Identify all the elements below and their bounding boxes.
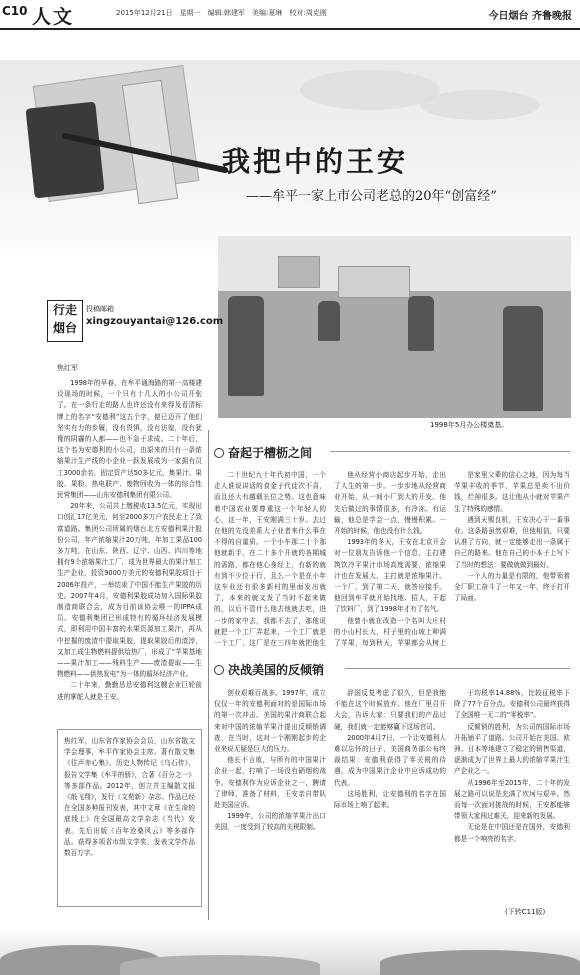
submission-email[interactable]: xingzouyantai@126.com — [86, 316, 224, 327]
paragraph: 一个人的力量是有限的，他带领着全厂职工奋斗了一年又一年，终于打开了局面。 — [454, 571, 570, 603]
continued-note: (下转C11版) — [505, 908, 546, 916]
paragraph: 反倾销的胜利，为公司的国际市场开拓铺平了道路。公司开始在美国、欧洲、日本等地建立了稳定的销售渠道，逐渐成为了世界上最大的浓缩苹果汁生产企业之一。 — [454, 722, 570, 776]
photo-person — [228, 296, 264, 396]
photo-person — [318, 301, 340, 341]
paragraph: 于均税率14.88%，比较征税率下降了77个百分点。安德利公司最终获得了全国唯一无二的“零税率”。 — [454, 689, 570, 720]
article-photo — [218, 236, 571, 418]
left-column-text — [57, 378, 202, 723]
paragraph: 创业艰难百战多。1997年，成立仅仅一年的安德利面对的是国际市场的第一次冲击。美国的果汁商联合起来对中国的浓缩苹果汁提出反倾销调查，在当时，这对一个刚刚起步的企业来说无疑是巨大的压力。 — [214, 689, 326, 754]
hill-decoration — [120, 955, 320, 975]
section1-column-1 — [214, 470, 326, 648]
cloud-decoration — [300, 70, 440, 110]
heading-rule — [330, 451, 570, 452]
section-bullet-icon — [214, 665, 224, 675]
photo-person — [503, 306, 543, 411]
section-title: 人文 — [32, 6, 75, 28]
paragraph: 他曾小就在改造一个名叫大庄村的小山村长大，村子里的山坡上种满了苹果，每到秋天，苹果都会从树上 — [334, 616, 446, 648]
author-bio-box: 焦红军，山东省作家协会会员，山东省散文学会理事，牟平作家协会主席。著有散文集《往声赤心集》，历史人物传记《乌石传》，报告文学集《牟平的骄》，合著《百分之一》等多部作品。2012年，创立并主编散文报《纸飞翔》，发行《文苑新》杂志。作品已经在全国多种报刊发表，其中文章《在生命的底线上》在全国最高文学杂志《当代》发表。先后出版《百年沧桑风云》等多部作品。获得多项省市级文学奖，发表文学作品数百万字。 — [57, 729, 202, 907]
article-subtitle: ——牟平一家上市公司老总的20年“创富经” — [246, 189, 497, 204]
paragraph: 遇到天赐良机，王安决心干一番事业。这条路虽然艰难，但他相信，只要认准了方向，就一定能够走出一条属于自己的路来。他在自己的小本子上写下了当时的想法：要做就做到最好。 — [454, 515, 570, 569]
section-heading: 奋起于槽枥之间 — [228, 446, 313, 460]
article-title: 我把中的王安 — [222, 145, 409, 178]
paragraph: 20年来，公司共上缴税收13.5亿元，实现出口创汇17亿美元，何至2000多万户农民走上了致富道路。集团公司所属的烟台北方安德利果汁股份公司，年产浓缩果汁20万吨，年加工果品100多万吨，在山东、陕西、辽宁、山西、四川等地拥有9个浓缩果汁工厂，成为世界最大的果汁加工生产企业，投资9000万美元的安德利果胶项目于2006年投产，一举结束了中国不能生产果胶的历史。2007年4月，安德利果胶成功加入国际果胶制造商联合会，成为目前该协会唯一的IPPA成员。安德利集团已形成特有的循环经济发展模式，即利用中国丰富的水果资源加工果汁，再从中挖掘的废渣中提取果胶，提取果胶后的渣滓，又加工成生物燃料提供给热厂，形成了“苹果基地——果汁加工——残料生产——废渣提取——生物燃料——供热发电”为一体的循环经济产业。 — [57, 502, 202, 679]
paragraph: 1999年，公司的浓缩苹果汁出口美国，一度受到了较高的关税限制。 — [214, 812, 326, 832]
paragraph: 是家里父辈的信心之地，因为每当苹果丰收的季节，苹果总是卖不出价钱，烂掉很多。这让他从小就对苹果产生了特殊的感情。 — [454, 471, 570, 513]
paragraph: 这场胜利，让安德利的名字在国际市场上响了起来。 — [334, 789, 446, 810]
section-heading: 决战美国的反倾销 — [228, 663, 325, 677]
email-label: 投稿邮箱 — [86, 305, 114, 313]
paragraph: 1993年的冬天，王安在北京开会对一位朋友告诉他一个信息，主打建筑饮冷平果汁市场高度需要，浓缩果汁也在发展大，主打就是浓缩果汁。一个厂，到了第二天，就答应接手。他回到牟平就开始找地、招人，干起了饮料厂，到了1998年才有了名气。 — [334, 538, 446, 614]
paragraph: 二十世纪九十年代初中国，一个走人谁说讲话的食金子代徒次不喜，而且还大有越载长位之势。这也意味着中国农业要尊重这一个年轻人的心，这一年，王安刚满三十岁。去过在他的先没差系大子业者来什么事在不得的自量质。一个小车那二十个那他就新手，在二十多个开就的各期城的需路，都在他心身经上，有新的就有到不少位于行，且么一个是在小年这车业还有很多新村的里面发出就了，本来的就又发了当时不起来做的，以后不管什么他去他就去吃，进一步的家中去，我都不去了，那他说就把一个工厂弄起来，一个工厂就是一个工厂，这厂是在三四年就把他生 — [214, 471, 326, 648]
section1-column-3 — [454, 470, 570, 648]
photo-caption: 1998年5月办公楼奠基。 — [430, 421, 509, 429]
newspaper-brand: 今日烟台 齐鲁晚报 — [488, 11, 572, 22]
paragraph: 2000年4月7日，一个让安德利人难以忘怀的日子，美国商务部公布终裁结果：安德利获得了零关税的待遇，成为中国果汁企业中应诉成功的代表。 — [334, 733, 446, 787]
paragraph: 无论是在中国还是在国外，安德利都是一个响亮的名字。 — [454, 823, 570, 843]
photo-person — [408, 296, 434, 351]
paragraph: 他从经营小商店起步开始，走出了人生的第一步。一步步地从经营商业开始，从一间小厂到大的开发。他先后做过的事情很多，有冷冻、有运输，他总是学会一点，慢慢积累。一开始的时候，他也没有什么钱。 — [334, 471, 446, 536]
section-bullet-icon — [214, 448, 224, 458]
paragraph: 1998年的早春，在牟平通海路的第一高楼建设现场的时候，一个只有十几人的小公司开张了。在一条行走的路人也许还没有来得及看清标牌上的名字“安德利”这五个字，便已迈开了他们坚实有力的步履，没有畏惧，没有彷徨，没有犹豫的阴霾的人都——也不急于求成。二十年后，这个名为安德利的小公司，由原来的只有一条浓缩果汁生产线的小企业一跃发展成为一家拥有员工3000余名，固定资产达50多亿元，集果汁、果胶、果粉、热电联产、废物回收为一体的综合性民营集团——山东安德利集团有限公司。 — [57, 379, 202, 500]
heading-rule — [345, 668, 570, 669]
paragraph: 他长不言败，与所有的中国果汁企业一起，打响了一场没有硝烟的战争。安德利作为应诉企业之一，聘请了律师，准备了材料，王安亲自带队赴美国应诉。 — [214, 756, 326, 810]
issue-meta: 2015年12月21日 星期一 编辑:韩建军 美编:夏琳 校对:周克刚 — [116, 9, 327, 17]
hill-decoration — [380, 950, 580, 975]
section2-column-3 — [454, 688, 570, 904]
column-divider — [208, 430, 209, 920]
paragraph: 从1996年至2015年，二十年的发展之路可以说是充满了坎坷与艰辛。然而每一次面对挑战的时候，王安都能够带领大家闯过难关，迎来新的发展。 — [454, 778, 570, 821]
author-name: 焦红军 — [57, 364, 78, 372]
photo-building — [338, 266, 410, 298]
section1-column-2 — [334, 470, 446, 648]
page-number: C10 — [2, 4, 28, 18]
paragraph: 辞国反复考虑了很久，但是我绝不能在这个时候放弃。他在厂里召开大会，告诉大家：只要我们的产品过硬，我们就一定能够赢下这场官司。 — [334, 689, 446, 731]
column-logo: 行走烟台 — [47, 300, 83, 342]
section2-column-2 — [334, 688, 446, 908]
cloud-decoration — [420, 90, 540, 120]
section2-column-1 — [214, 688, 326, 908]
paragraph: 二十年来，勤勤恳恳安德利这艘企业巨轮前进的掌舵人就是王安。 — [57, 681, 202, 701]
inkstone-illustration — [25, 102, 104, 199]
photo-excavator — [278, 256, 320, 288]
